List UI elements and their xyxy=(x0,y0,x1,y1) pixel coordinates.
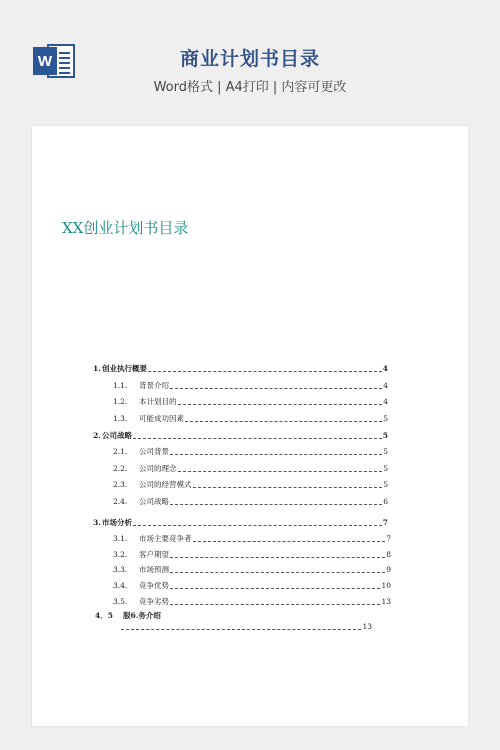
toc-number: 1.1. xyxy=(113,381,128,390)
toc-number: 2.1. xyxy=(113,447,128,456)
toc-page-number: 4 xyxy=(382,364,388,373)
toc-label: 公司的理念 xyxy=(139,464,177,473)
toc-label: 可能成功因素 xyxy=(139,414,184,423)
toc-leader-dots xyxy=(148,371,382,372)
toc-page-number: 5 xyxy=(383,414,388,423)
toc-leader-dots xyxy=(133,525,382,526)
toc-leader-dots xyxy=(170,504,382,505)
toc-leader-dots xyxy=(178,404,383,405)
toc-entry[interactable] xyxy=(113,596,391,608)
toc-entry[interactable] xyxy=(113,380,388,392)
toc-number: 1.3. xyxy=(113,414,128,423)
toc-number: 2. xyxy=(93,431,101,440)
toc-number: 3.3. xyxy=(113,565,128,574)
toc-label: 创业执行概要 xyxy=(102,364,147,373)
word-badge: W xyxy=(33,47,57,75)
toc-entry[interactable] xyxy=(113,533,391,545)
toc-label: 市场分析 xyxy=(102,518,132,527)
document-page xyxy=(32,126,468,726)
toc-page-number: 4 xyxy=(383,397,388,406)
toc-number: 3. xyxy=(93,518,101,527)
toc-number: 2.4. xyxy=(113,497,128,506)
toc-number: 4．5 xyxy=(95,611,113,620)
toc-label: 公司的经营模式 xyxy=(139,480,192,489)
toc-label: 客户期望 xyxy=(139,550,169,559)
toc-label: 公司战略 xyxy=(102,431,132,440)
toc-label: 服6.务介绍 xyxy=(123,611,161,620)
toc-entry[interactable] xyxy=(113,446,388,458)
toc-entry[interactable] xyxy=(113,396,388,408)
toc-page-number: 7 xyxy=(382,518,388,527)
toc-entry[interactable] xyxy=(113,479,388,491)
toc-label: 竞争劣势 xyxy=(139,597,169,606)
toc-page-number: 7 xyxy=(386,534,391,543)
toc-label: 市场主要竞争者 xyxy=(139,534,192,543)
toc-page-number: 13 xyxy=(381,597,391,606)
page-subtitle: Word格式 | A4打印 | 内容可更改 xyxy=(153,80,347,95)
toc-leader-dots xyxy=(170,454,382,455)
toc-entry[interactable] xyxy=(113,413,388,425)
toc-page-number: 5 xyxy=(382,431,388,440)
toc-leader-dots xyxy=(121,629,361,630)
toc-leader-dots xyxy=(170,588,380,589)
toc-leader-dots xyxy=(193,487,383,488)
toc-number: 3.2. xyxy=(113,550,128,559)
toc-label: 背景介绍 xyxy=(139,381,169,390)
toc-label: 公司背景 xyxy=(139,447,169,456)
toc-page-number: 6 xyxy=(383,497,388,506)
toc-entry[interactable] xyxy=(113,580,391,592)
toc-entry[interactable] xyxy=(93,517,388,529)
toc-page-number: 5 xyxy=(383,464,388,473)
toc-entry[interactable] xyxy=(120,621,372,633)
toc-label: 公司战略 xyxy=(139,497,169,506)
toc-number: 2.2. xyxy=(113,464,128,473)
toc-number: 2.3. xyxy=(113,480,128,489)
toc-number: 1. xyxy=(93,364,101,373)
toc-page-number: 5 xyxy=(383,447,388,456)
toc-entry[interactable] xyxy=(93,430,388,442)
toc-label: 市场预测 xyxy=(139,565,169,574)
toc-entry[interactable] xyxy=(113,463,388,475)
toc-number: 1.2. xyxy=(113,397,128,406)
toc-page-number: 4 xyxy=(383,381,388,390)
document-heading: XX创业计划书目录 xyxy=(62,219,189,237)
toc-leader-dots xyxy=(170,572,385,573)
toc-page-number: 5 xyxy=(383,480,388,489)
header xyxy=(0,0,500,125)
toc-leader-dots xyxy=(178,471,383,472)
toc-leader-dots xyxy=(133,438,382,439)
toc-leader-dots xyxy=(170,557,385,558)
toc-page-number: 13 xyxy=(362,622,372,631)
toc-leader-dots xyxy=(185,421,382,422)
toc-number: 3.5. xyxy=(113,597,128,606)
toc-leader-dots xyxy=(170,604,380,605)
toc-entry[interactable] xyxy=(93,363,388,375)
toc-entry[interactable] xyxy=(113,564,391,576)
toc-leader-dots xyxy=(170,388,382,389)
toc-number: 3.1. xyxy=(113,534,128,543)
toc-label: 竞争优势 xyxy=(139,581,169,590)
toc-label: 本计划目的 xyxy=(139,397,177,406)
page-title: 商业计划书目录 xyxy=(179,48,320,70)
toc-page-number: 8 xyxy=(386,550,391,559)
toc-number: 3.4. xyxy=(113,581,128,590)
toc-leader-dots xyxy=(193,541,386,542)
toc-entry[interactable] xyxy=(113,496,388,508)
toc-page-number: 10 xyxy=(381,581,391,590)
toc-page-number: 9 xyxy=(386,565,391,574)
toc-entry[interactable] xyxy=(113,549,391,561)
